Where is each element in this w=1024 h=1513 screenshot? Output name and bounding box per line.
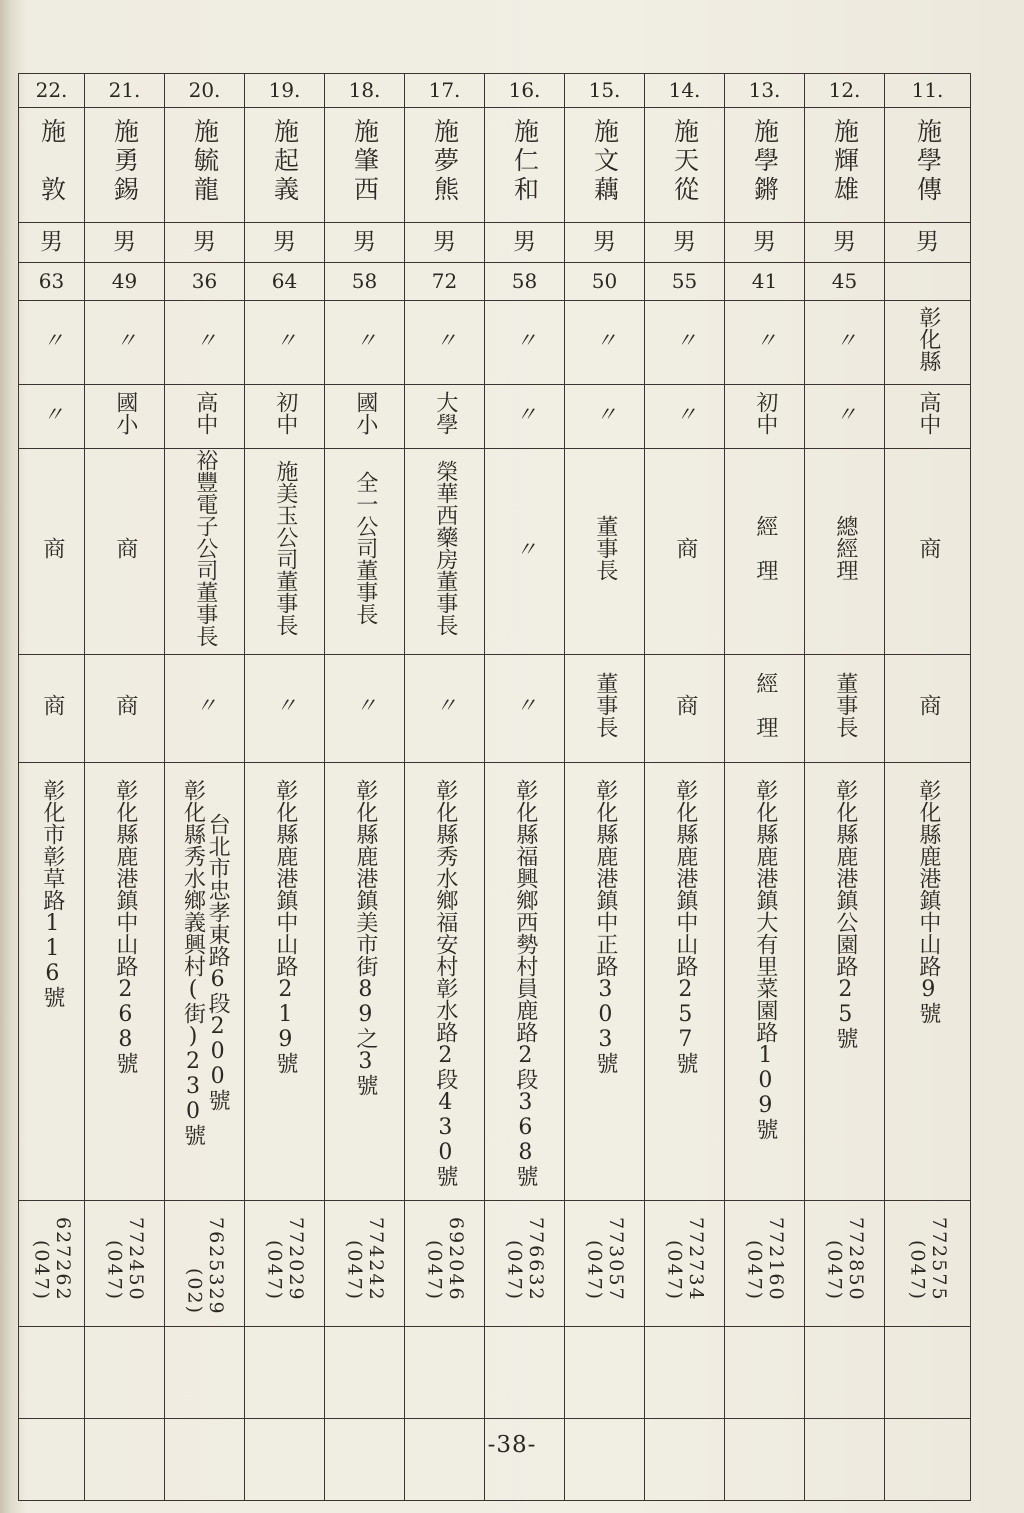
phone-area-code: (047) [663,1240,686,1302]
sex-text: 男 [273,228,296,255]
birthplace-text: 〃 [433,328,458,350]
address-text: 彰化縣福興鄉西勢村員鹿路2段368號 [512,778,538,1187]
birthplace-cell [645,301,725,385]
address-text: 彰化縣鹿港鎮中山路268號 [112,778,138,1074]
age-cell [485,263,565,301]
remarks-blank-cell [19,1326,85,1418]
remarks-blank-cell [165,1326,245,1418]
birthplace-text: 〃 [113,328,138,350]
entry-number-text: 14. [668,77,701,102]
phone-cell [645,1200,725,1326]
remarks-blank-cell [405,1326,485,1418]
current-occupation-cell [245,654,325,762]
row-person-name [19,108,971,223]
birthplace-text: 〃 [673,328,698,350]
education-text: 〃 [513,402,538,424]
entry-number-cell [85,74,165,108]
address-cell [485,762,565,1200]
sex-text: 男 [673,228,696,255]
remarks-blank-cell [245,1326,325,1418]
occupation-text: 施美玉公司董事長 [272,460,298,636]
person-name-cell [805,108,885,223]
phone-number: 7625329 [204,1216,227,1316]
occupation-cell [325,449,405,655]
occupation-text: 商 [39,537,65,559]
address-text: 彰化縣秀水鄉福安村彰水路2段430號 [432,778,458,1187]
current-occupation-cell [19,654,85,762]
remarks-blank-cell [245,1418,325,1500]
row-remarks-blank [19,1418,971,1500]
education-text: 初中 [752,391,778,436]
education-text: 〃 [40,402,65,424]
education-text: 國小 [352,391,378,436]
age-text: 41 [751,268,778,293]
current-occupation-cell [645,654,725,762]
address-cell [405,762,485,1200]
phone-area-code: (02) [183,1268,206,1316]
address-cell [85,762,165,1200]
entry-number-cell [19,74,85,108]
sex-text: 男 [916,228,939,255]
phone-cell [245,1200,325,1326]
current-occupation-text: 〃 [193,694,218,716]
row-education [19,385,971,449]
entry-number-cell [405,74,485,108]
address-cell [805,762,885,1200]
education-text: 初中 [272,391,298,436]
education-cell [645,385,725,449]
current-occupation-text: 商 [915,693,941,716]
entry-number-text: 22. [35,77,68,102]
sex-cell [885,223,971,263]
education-cell [805,385,885,449]
address-cell [645,762,725,1200]
person-name-cell [19,108,85,223]
phone-area-code: (047) [906,1240,929,1302]
entry-number-cell [325,74,405,108]
birthplace-cell [85,301,165,385]
occupation-cell [405,449,485,655]
person-name-text: 施仁和 [510,118,540,206]
phone-cell [805,1200,885,1326]
sex-cell [725,223,805,263]
phone-number: 772450 [124,1216,147,1302]
entry-number-text: 11. [911,77,944,102]
person-name-text: 施夢熊 [430,118,460,206]
birthplace-text: 〃 [353,328,378,350]
occupation-cell [19,449,85,655]
address-text: 彰化縣鹿港鎮中山路9號 [915,778,941,1024]
current-occupation-cell [325,654,405,762]
phone-number: 776632 [524,1216,547,1302]
row-entry-number [19,74,971,108]
age-cell [565,263,645,301]
remarks-blank-cell [885,1418,971,1500]
remarks-blank-cell [85,1326,165,1418]
address-cell [725,762,805,1200]
education-cell [325,385,405,449]
phone-cell [325,1200,405,1326]
occupation-text: 〃 [513,537,538,559]
row-sex [19,223,971,263]
entry-number-text: 13. [748,77,781,102]
entry-number-cell [645,74,725,108]
education-cell [405,385,485,449]
sex-text: 男 [193,228,216,255]
birthplace-text: 〃 [833,328,858,350]
phone-area-code: (047) [743,1240,766,1302]
address-text: 彰化縣鹿港鎮中正路303號 [592,778,618,1074]
sex-text: 男 [353,228,376,255]
sex-text: 男 [593,228,616,255]
phone-cell [85,1200,165,1326]
phone-number: 772160 [764,1216,787,1302]
phone-area-code: (047) [103,1240,126,1302]
occupation-cell [885,449,971,655]
phone-cell [885,1200,971,1326]
phone-number: 773057 [604,1216,627,1302]
sex-cell [485,223,565,263]
phone-number: 772575 [927,1216,950,1302]
current-occupation-text: 董事長 [832,671,858,738]
phone-area-code: (047) [503,1240,526,1302]
phone-cell [485,1200,565,1326]
entry-number-cell [485,74,565,108]
education-cell [165,385,245,449]
member-roster-table [18,73,971,1501]
current-occupation-cell [405,654,485,762]
education-cell [85,385,165,449]
education-cell [485,385,565,449]
person-name-cell [565,108,645,223]
occupation-cell [245,449,325,655]
occupation-text: 商 [672,537,698,559]
row-address [19,762,971,1200]
remarks-blank-cell [725,1418,805,1500]
occupation-text: 董事長 [592,515,618,581]
age-cell [805,263,885,301]
birthplace-text: 〃 [753,328,778,350]
person-name-cell [405,108,485,223]
remarks-blank-cell [645,1326,725,1418]
entry-number-cell [565,74,645,108]
phone-number: 772850 [844,1216,867,1302]
phone-area-code: (047) [263,1240,286,1302]
phone-area-code: (047) [583,1240,606,1302]
row-remarks-blank [19,1326,971,1418]
remarks-blank-cell [565,1326,645,1418]
sex-cell [85,223,165,263]
age-cell [245,263,325,301]
occupation-text: 全一公司董事長 [352,471,378,625]
person-name-cell [245,108,325,223]
birthplace-cell [405,301,485,385]
entry-number-text: 21. [108,77,141,102]
entry-number-text: 20. [188,77,221,102]
address-text: 彰化市彰草路116號 [39,778,65,1008]
address-text: 彰化縣鹿港鎮中山路219號 [272,778,298,1074]
education-text: 大學 [432,391,458,436]
current-occupation-cell [885,654,971,762]
current-occupation-cell [805,654,885,762]
current-occupation-text: 〃 [273,694,298,716]
phone-cell [165,1200,245,1326]
row-age [19,263,971,301]
occupation-cell [565,449,645,655]
entry-number-text: 18. [348,77,381,102]
remarks-blank-cell [325,1418,405,1500]
birthplace-text: 〃 [40,328,65,350]
person-name-text: 施學鏘 [750,118,780,206]
birthplace-cell [485,301,565,385]
person-name-text: 施文藕 [590,118,620,206]
age-cell [885,263,971,301]
person-name-cell [85,108,165,223]
person-name-text: 施毓龍 [190,118,220,206]
sex-cell [245,223,325,263]
page-number: -38- [487,1432,537,1458]
entry-number-cell [725,74,805,108]
occupation-text: 商 [112,537,138,559]
birthplace-cell [325,301,405,385]
person-name-cell [645,108,725,223]
age-cell [405,263,485,301]
age-text: 72 [431,268,458,293]
person-name-cell [885,108,971,223]
current-occupation-text: 董事長 [592,671,618,738]
phone-cell [19,1200,85,1326]
age-cell [645,263,725,301]
remarks-blank-cell [885,1326,971,1418]
age-text: 64 [271,268,298,293]
current-occupation-cell [485,654,565,762]
sex-cell [325,223,405,263]
current-occupation-text: 〃 [513,694,538,716]
age-text: 36 [191,268,218,293]
row-birthplace [19,301,971,385]
entry-number-text: 17. [428,77,461,102]
current-occupation-cell [165,654,245,762]
phone-cell [725,1200,805,1326]
phone-area-code: (047) [423,1240,446,1302]
birthplace-cell [885,301,971,385]
phone-number: 772029 [284,1216,307,1302]
age-cell [19,263,85,301]
sex-cell [165,223,245,263]
phone-number: 692046 [444,1216,467,1302]
address-cell [19,762,85,1200]
current-occupation-text: 〃 [353,694,378,716]
education-text: 高中 [915,391,941,436]
birthplace-cell [725,301,805,385]
entry-number-text: 19. [268,77,301,102]
current-occupation-text: 經 理 [752,671,778,738]
occupation-text: 商 [915,537,941,559]
sex-cell [19,223,85,263]
address-cell [325,762,405,1200]
address-text: 彰化縣鹿港鎮美市街89之3號 [352,778,378,1096]
age-cell [85,263,165,301]
education-cell [885,385,971,449]
age-cell [325,263,405,301]
phone-area-code: (047) [823,1240,846,1302]
age-cell [725,263,805,301]
remarks-blank-cell [485,1326,565,1418]
age-cell [165,263,245,301]
address-text: 彰化縣鹿港鎮中山路257號 [672,778,698,1074]
sex-text: 男 [833,228,856,255]
birthplace-cell [805,301,885,385]
remarks-blank-cell [19,1418,85,1500]
education-text: 〃 [833,402,858,424]
occupation-cell [165,449,245,655]
remarks-blank-cell [485,1418,565,1500]
current-occupation-text: 商 [39,693,65,716]
age-text: 55 [671,268,698,293]
entry-number-cell [805,74,885,108]
age-text: 50 [591,268,618,293]
address-text: 彰化縣鹿港鎮大有里菜園路109號 [752,778,778,1140]
age-text: 45 [831,268,858,293]
person-name-cell [485,108,565,223]
age-text: 63 [38,268,65,293]
sex-text: 男 [113,228,136,255]
phone-number: 627262 [51,1216,74,1302]
person-name-text: 施輝雄 [830,118,860,206]
row-current-occupation [19,654,971,762]
birthplace-text: 〃 [193,328,218,350]
remarks-blank-cell [725,1326,805,1418]
phone-area-code: (047) [30,1240,53,1302]
occupation-cell [805,449,885,655]
birthplace-text: 〃 [513,328,538,350]
occupation-cell [645,449,725,655]
person-name-text: 施 敦 [37,118,67,206]
address-text: 台北市忠孝東路6段200號 彰化縣秀水鄉義興村(街)230號 [180,778,231,1146]
entry-number-text: 12. [828,77,861,102]
age-text: 58 [351,268,378,293]
birthplace-cell [245,301,325,385]
phone-area-code: (047) [343,1240,366,1302]
age-text: 58 [511,268,538,293]
person-name-cell [725,108,805,223]
person-name-text: 施天從 [670,118,700,206]
current-occupation-text: 〃 [433,694,458,716]
sex-text: 男 [40,228,63,255]
remarks-blank-cell [645,1418,725,1500]
address-cell [565,762,645,1200]
sex-cell [565,223,645,263]
address-cell [165,762,245,1200]
remarks-blank-cell [165,1418,245,1500]
occupation-text: 經 理 [752,515,778,581]
occupation-cell [85,449,165,655]
remarks-blank-cell [805,1326,885,1418]
birthplace-text: 彰化縣 [915,306,941,373]
address-cell [885,762,971,1200]
remarks-blank-cell [405,1418,485,1500]
entry-number-cell [165,74,245,108]
current-occupation-cell [725,654,805,762]
sex-cell [405,223,485,263]
current-occupation-cell [85,654,165,762]
remarks-blank-cell [85,1418,165,1500]
phone-cell [565,1200,645,1326]
entry-number-cell [245,74,325,108]
sex-text: 男 [513,228,536,255]
remarks-blank-cell [805,1418,885,1500]
birthplace-cell [165,301,245,385]
entry-number-text: 15. [588,77,621,102]
address-text: 彰化縣鹿港鎮公園路25號 [832,778,858,1049]
occupation-text: 榮華西藥房董事長 [432,460,458,636]
education-cell [19,385,85,449]
sex-text: 男 [433,228,456,255]
birthplace-text: 〃 [273,328,298,350]
current-occupation-text: 商 [672,693,698,716]
current-occupation-cell [565,654,645,762]
education-cell [245,385,325,449]
education-cell [725,385,805,449]
age-text: 49 [111,268,138,293]
occupation-text: 總經理 [832,515,858,581]
education-text: 國小 [112,391,138,436]
education-text: 〃 [673,402,698,424]
sex-text: 男 [753,228,776,255]
phone-number: 772734 [684,1216,707,1302]
sex-cell [805,223,885,263]
entry-number-cell [885,74,971,108]
birthplace-text: 〃 [593,328,618,350]
education-text: 〃 [593,402,618,424]
occupation-text: 裕豐電子公司董事長 [192,449,218,647]
remarks-blank-cell [325,1326,405,1418]
phone-number: 774242 [364,1216,387,1302]
row-occupation [19,449,971,655]
person-name-cell [325,108,405,223]
education-text: 高中 [192,391,218,436]
person-name-text: 施學傳 [913,118,943,206]
person-name-text: 施肇西 [350,118,380,206]
person-name-cell [165,108,245,223]
entry-number-text: 16. [508,77,541,102]
remarks-blank-cell [565,1418,645,1500]
phone-cell [405,1200,485,1326]
person-name-text: 施起義 [270,118,300,206]
education-cell [565,385,645,449]
sex-cell [645,223,725,263]
birthplace-cell [19,301,85,385]
birthplace-cell [565,301,645,385]
current-occupation-text: 商 [112,693,138,716]
person-name-text: 施勇錫 [110,118,140,206]
occupation-cell [485,449,565,655]
occupation-cell [725,449,805,655]
row-phone [19,1200,971,1326]
address-cell [245,762,325,1200]
